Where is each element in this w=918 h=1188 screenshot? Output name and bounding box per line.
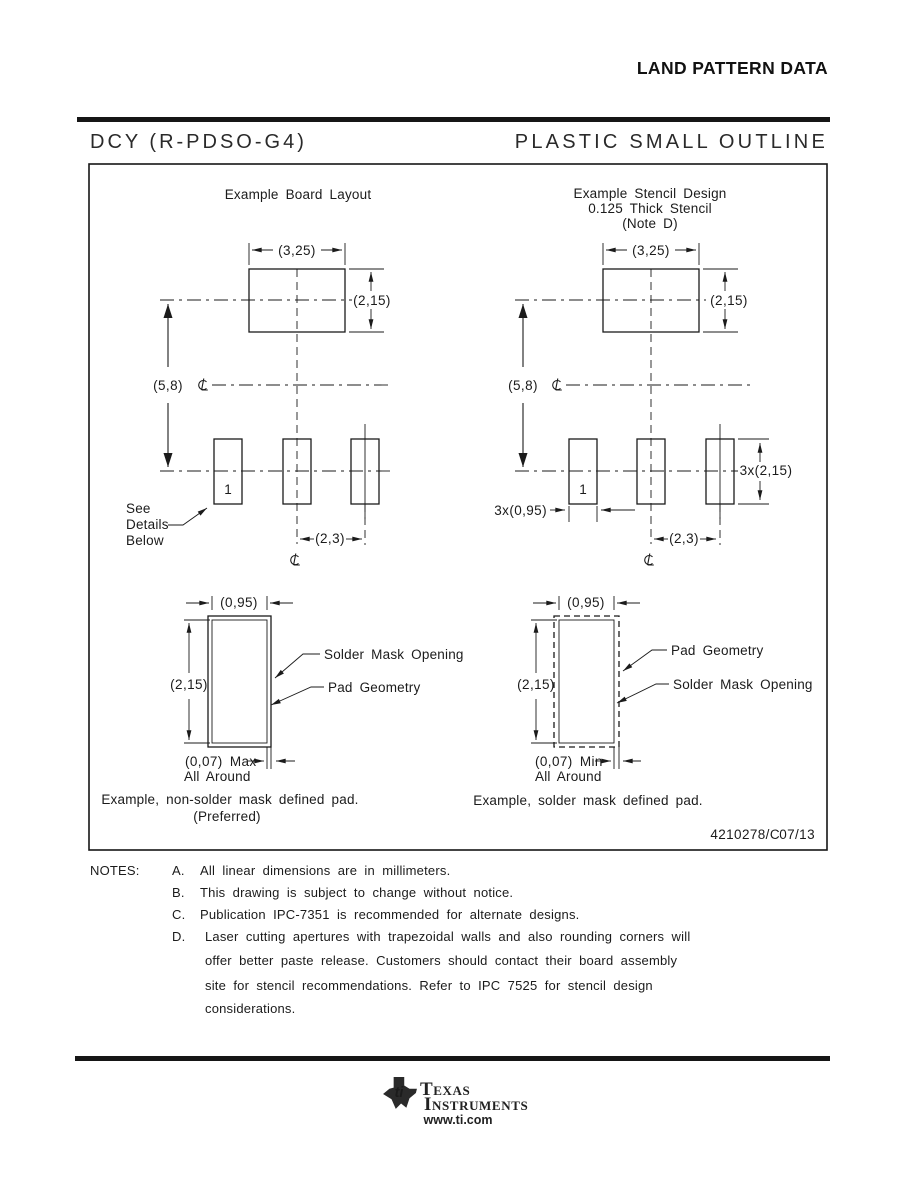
note-b-letter: B. xyxy=(172,885,185,900)
note-a-text: All linear dimensions are in millimeters. xyxy=(200,863,451,878)
drawing-number: 4210278/C xyxy=(710,827,780,842)
note-d-text-line4: considerations. xyxy=(205,1001,296,1016)
brand-texas: Texas xyxy=(420,1079,471,1100)
svg-text:Pad Geometry: Pad Geometry xyxy=(671,643,764,658)
footer-rule xyxy=(75,1056,830,1061)
svg-text:(2,15): (2,15) xyxy=(170,677,208,692)
svg-text:(2,15): (2,15) xyxy=(353,293,391,308)
svg-text:(5,8): (5,8) xyxy=(508,378,538,393)
smd-clearance-dim xyxy=(535,747,641,784)
svg-text:3x(2,15): 3x(2,15) xyxy=(739,463,793,478)
nsmd-caption: Example, non-solder mask defined pad. xyxy=(101,792,359,807)
stencil-dim-pad-height xyxy=(738,439,792,504)
board-dim-height xyxy=(349,269,391,332)
stencil-dim-span xyxy=(508,304,538,467)
package-code: DCY (R-PDSO-G4) xyxy=(90,131,307,153)
texas-state-icon xyxy=(382,1076,418,1112)
stencil-dim-height xyxy=(703,269,748,332)
svg-text:Below: Below xyxy=(126,533,164,548)
detail-nsmd xyxy=(101,595,463,824)
drawing-date: 07/13 xyxy=(779,827,815,842)
note-d-text-line3: site for stencil recommendations. Refer to IPC 7525 for stencil design xyxy=(205,978,653,993)
smd-pad-geometry xyxy=(554,616,619,747)
centerline-icon xyxy=(553,379,562,391)
page-title: LAND PATTERN DATA xyxy=(636,58,828,78)
svg-text:(5,8): (5,8) xyxy=(153,378,183,393)
board-pin1-label: 1 xyxy=(224,482,232,497)
svg-text:(3,25): (3,25) xyxy=(278,243,316,258)
nsmd-pad-callout xyxy=(271,680,420,705)
note-c-letter: C. xyxy=(172,907,186,922)
svg-text:See: See xyxy=(126,501,151,516)
centerline-icon xyxy=(199,379,208,391)
see-details-callout xyxy=(126,501,207,548)
note-d-text-line2: offer better paste release. Customers should contact their board assembly xyxy=(205,953,678,968)
svg-text:(0,07) Max: (0,07) Max xyxy=(185,754,257,769)
land-pattern-drawing xyxy=(88,163,828,851)
svg-text:(0,95): (0,95) xyxy=(567,595,605,610)
board-dim-span xyxy=(153,304,183,467)
svg-text:(2,15): (2,15) xyxy=(710,293,748,308)
board-dim-pitch xyxy=(300,504,365,546)
notes-label: NOTES: xyxy=(90,863,140,878)
nsmd-solder-mask-opening xyxy=(208,616,271,747)
smd-caption: Example, solder mask defined pad. xyxy=(473,793,703,808)
svg-text:(2,3): (2,3) xyxy=(669,531,699,546)
stencil-pin1-label: 1 xyxy=(579,482,587,497)
svg-text:Solder Mask Opening: Solder Mask Opening xyxy=(673,677,813,692)
centerline-icon xyxy=(645,554,654,566)
stencil-dim-width xyxy=(603,243,699,265)
ti-url: www.ti.com xyxy=(423,1113,493,1127)
svg-text:Solder Mask Opening: Solder Mask Opening xyxy=(324,647,464,662)
detail-smd xyxy=(473,595,812,808)
stencil-dim-pitch xyxy=(654,504,720,546)
stencil-dim-pad-width xyxy=(494,503,635,522)
stencil-title-2: 0.125 Thick Stencil xyxy=(588,201,712,216)
stencil-design-diagram xyxy=(494,186,792,565)
brand-instruments: Instruments xyxy=(424,1094,529,1115)
nsmd-clearance-dim xyxy=(184,747,295,784)
nsmd-mask-callout xyxy=(275,647,464,678)
svg-text:Details: Details xyxy=(126,517,169,532)
board-layout-diagram xyxy=(126,187,391,565)
note-d-letter: D. xyxy=(172,929,186,944)
drawing-border xyxy=(89,164,827,850)
note-a-letter: A. xyxy=(172,863,185,878)
board-layout-title: Example Board Layout xyxy=(224,187,372,202)
svg-text:All Around: All Around xyxy=(184,769,251,784)
ti-monogram: ti xyxy=(394,1085,404,1102)
board-dim-width xyxy=(249,243,345,265)
svg-text:(0,07) Min: (0,07) Min xyxy=(535,754,603,769)
nsmd-subcaption: (Preferred) xyxy=(193,809,261,824)
svg-text:Pad Geometry: Pad Geometry xyxy=(328,680,421,695)
note-b-text: This drawing is subject to change without notice. xyxy=(200,885,514,900)
svg-text:(2,3): (2,3) xyxy=(315,531,345,546)
nsmd-pad-geometry xyxy=(212,620,267,743)
smd-dim-height xyxy=(517,620,557,743)
smd-dim-width xyxy=(533,595,640,610)
svg-text:All Around: All Around xyxy=(535,769,602,784)
smd-solder-mask-opening xyxy=(559,620,614,743)
stencil-title-1: Example Stencil Design xyxy=(573,186,727,201)
stencil-title-3: (Note D) xyxy=(622,216,678,231)
centerline-icon xyxy=(291,554,300,566)
smd-pad-callout xyxy=(623,643,763,671)
svg-text:(3,25): (3,25) xyxy=(632,243,670,258)
svg-text:(0,95): (0,95) xyxy=(220,595,258,610)
svg-text:3x(0,95): 3x(0,95) xyxy=(494,503,547,518)
nsmd-dim-height xyxy=(170,620,210,743)
package-type: PLASTIC SMALL OUTLINE xyxy=(514,131,828,153)
smd-mask-callout xyxy=(617,677,813,703)
nsmd-dim-width xyxy=(186,595,293,610)
svg-text:(2,15): (2,15) xyxy=(517,677,555,692)
note-d-text-line1: Laser cutting apertures with trapezoidal walls and also rounding corners will xyxy=(205,929,691,944)
header-rule xyxy=(77,117,830,122)
note-c-text: Publication IPC-7351 is recommended for alternate designs. xyxy=(200,907,580,922)
